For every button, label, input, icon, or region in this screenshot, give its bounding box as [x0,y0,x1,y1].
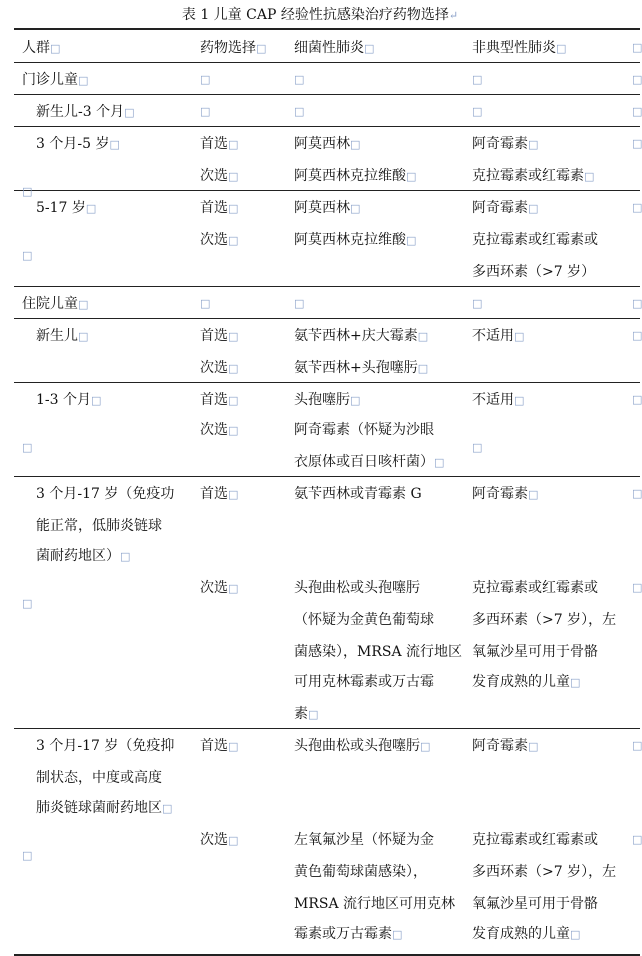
table-cell: 克拉霉素或红霉素或 [472,580,598,596]
table-cell: 阿奇霉素□ [472,738,539,754]
cell-end-marker: □ [514,330,525,343]
empty-cell-marker: □ [632,739,642,752]
table-cell: 新生儿-3 个月□ [36,104,135,120]
table-cell: 阿莫西林□ [294,136,361,152]
cell-end-marker: □ [162,802,173,815]
table-cell: 阿奇霉素（怀疑为沙眼 [294,422,434,438]
table-cell: 霉素或万古霉素□ [294,926,403,942]
table-cell: 克拉霉素或红霉素或 [472,832,598,848]
table-title: 表 1 儿童 CAP 经验性抗感染治疗药物选择↵ [181,7,459,23]
table-rule [14,728,640,729]
cell-end-marker: □ [228,740,239,753]
table-cell: 左氧氟沙星（怀疑为金 [294,832,434,848]
table-cell: （怀疑为金黄色葡萄球 [294,612,434,628]
empty-cell-marker: □ [22,185,33,198]
cell-end-marker: □ [434,456,445,469]
table-cell: 发育成熟的儿童□ [472,926,581,942]
cell-end-marker: □ [556,42,567,55]
cell-end-marker: □ [528,202,539,215]
cell-end-marker: □ [584,170,595,183]
empty-cell-marker: □ [632,487,642,500]
empty-cell-marker: □ [632,833,642,846]
cell-end-marker: □ [420,740,431,753]
empty-cell-marker: □ [632,297,642,310]
cell-end-marker: □ [308,708,319,721]
empty-cell-marker: □ [22,597,33,610]
cell-end-marker: □ [228,234,239,247]
table-cell: 首选□ [200,200,239,216]
table-cell: 能正常，低肺炎链球 [36,518,162,534]
table-cell: 阿奇霉素□ [472,200,539,216]
table-cell: 氨苄西林+头孢噻肟□ [294,360,429,376]
empty-cell-marker: □ [472,105,483,118]
empty-cell-marker: □ [632,73,642,86]
table-cell: 非典型性肺炎□ [472,40,567,56]
empty-cell-marker: □ [200,297,211,310]
cell-end-marker: □ [406,234,417,247]
table-cell: 首选□ [200,136,239,152]
cell-end-marker: □ [228,170,239,183]
cell-end-marker: □ [528,488,539,501]
cell-end-marker: □ [514,394,525,407]
cell-end-marker: □ [50,42,61,55]
cell-end-marker: □ [91,394,102,407]
empty-cell-marker: □ [632,329,642,342]
table-cell: 阿奇霉素□ [472,136,539,152]
cell-end-marker: □ [109,138,120,151]
cell-end-marker: □ [228,362,239,375]
empty-cell-marker: □ [294,105,305,118]
cell-end-marker: □ [350,202,361,215]
cell-end-marker: □ [228,834,239,847]
table-cell: 首选□ [200,486,239,502]
cell-end-marker: □ [124,106,135,119]
table-cell: 次选□ [200,232,239,248]
table-cell: 可用克林霉素或万古霉 [294,674,434,690]
empty-cell-marker: □ [472,441,483,454]
empty-cell-marker: □ [200,105,211,118]
table-cell: 1-3 个月□ [36,392,102,408]
empty-cell-marker: □ [294,297,305,310]
table-cell: 细菌性肺炎□ [294,40,375,56]
cell-end-marker: □ [78,330,89,343]
empty-cell-marker: □ [632,393,642,406]
empty-cell-marker: □ [472,297,483,310]
table-cell: 阿莫西林克拉维酸□ [294,232,417,248]
empty-cell-marker: □ [632,105,642,118]
cell-end-marker: □ [228,424,239,437]
table-cell: 首选□ [200,392,239,408]
empty-cell-marker: □ [632,41,642,54]
table-cell: 阿奇霉素□ [472,486,539,502]
table-cell: 多西环素（>7 岁），左 [472,612,617,628]
table-cell: 多西环素（>7 岁） [472,264,596,280]
table-cell: 头孢曲松或头孢噻肟□ [294,738,431,754]
table-cell: 菌感染），MRSA 流行地区 [294,644,463,660]
table-cell: 衣原体或百日咳杆菌）□ [294,454,445,470]
cell-end-marker: □ [417,330,429,343]
table-cell: 3 个月-17 岁（免疫抑 [36,738,175,754]
cell-end-marker: □ [256,42,267,55]
table-cell: 阿莫西林□ [294,200,361,216]
table-cell: 克拉霉素或红霉素□ [472,168,595,184]
cell-end-marker: □ [228,488,239,501]
cell-end-marker: □ [228,202,239,215]
table-cell: 门诊儿童□ [22,72,89,88]
table-cell: 次选□ [200,168,239,184]
empty-cell-marker: □ [632,137,642,150]
empty-cell-marker: □ [22,441,33,454]
table-cell: 次选□ [200,832,239,848]
cell-end-marker: □ [228,582,239,595]
empty-cell-marker: □ [632,201,642,214]
cell-end-marker: □ [350,138,361,151]
table-cell: 菌耐药地区）□ [36,548,131,564]
cell-end-marker: □ [228,394,239,407]
table-cell: 氨苄西林或青霉素 G [294,486,422,502]
cell-end-marker: □ [228,138,239,151]
table-cell: MRSA 流行地区可用克林 [294,896,456,912]
cell-end-marker: □ [570,676,581,689]
table-cell: 黄色葡萄球菌感染）， [294,864,427,880]
table-cell: 人群□ [22,40,61,56]
cell-end-marker: □ [528,740,539,753]
table-cell: 新生儿□ [36,328,89,344]
table-cell: 住院儿童□ [22,296,89,312]
table-cell: 3 个月-17 岁（免疫功 [36,486,175,502]
empty-cell-marker: □ [472,73,483,86]
cell-end-marker: □ [528,138,539,151]
table-cell: 次选□ [200,360,239,376]
cell-end-marker: □ [85,202,97,215]
table-rule [14,318,640,319]
table-cell: 次选□ [200,580,239,596]
cell-end-marker: □ [570,928,581,941]
table-cell: 次选□ [200,422,239,438]
table-cell: 5-17 岁□ [36,200,97,216]
table-cell: 氨苄西林+庆大霉素□ [294,328,429,344]
cell-end-marker: □ [78,74,89,87]
cell-end-marker: □ [120,550,131,563]
table-cell: 首选□ [200,328,239,344]
table-cell: 不适用□ [472,328,525,344]
cell-end-marker: □ [406,170,417,183]
table-cell: 3 个月-5 岁□ [36,136,120,152]
cell-end-marker: □ [228,330,239,343]
table-cell: 素□ [294,706,319,722]
table-cell: 首选□ [200,738,239,754]
table-cell: 氧氟沙星可用于骨骼 [472,896,598,912]
empty-cell-marker: □ [200,73,211,86]
table-cell: 药物选择□ [200,40,267,56]
empty-cell-marker: □ [632,581,642,594]
cell-end-marker: □ [78,298,89,311]
table-cell: 头孢噻肟□ [294,392,361,408]
table-rule [14,28,640,30]
table-cell: 氧氟沙星可用于骨骼 [472,644,598,660]
table-cell: 肺炎链球菌耐药地区□ [36,800,173,816]
table-rule [14,94,640,95]
table-cell: 阿莫西林克拉维酸□ [294,168,417,184]
cell-end-marker: □ [392,928,403,941]
table-cell: 多西环素（>7 岁），左 [472,864,617,880]
empty-cell-marker: □ [294,73,305,86]
cell-end-marker: □ [364,42,375,55]
empty-cell-marker: □ [22,249,33,262]
cell-end-marker: □ [417,362,429,375]
table-cell: 发育成熟的儿童□ [472,674,581,690]
table-cell: 制状态，中度或高度 [36,770,162,786]
table-cell: 克拉霉素或红霉素或 [472,232,598,248]
cell-end-marker: □ [350,394,361,407]
empty-cell-marker: □ [22,849,33,862]
table-cell: 不适用□ [472,392,525,408]
table-cell: 头孢曲松或头孢噻肟 [294,580,420,596]
